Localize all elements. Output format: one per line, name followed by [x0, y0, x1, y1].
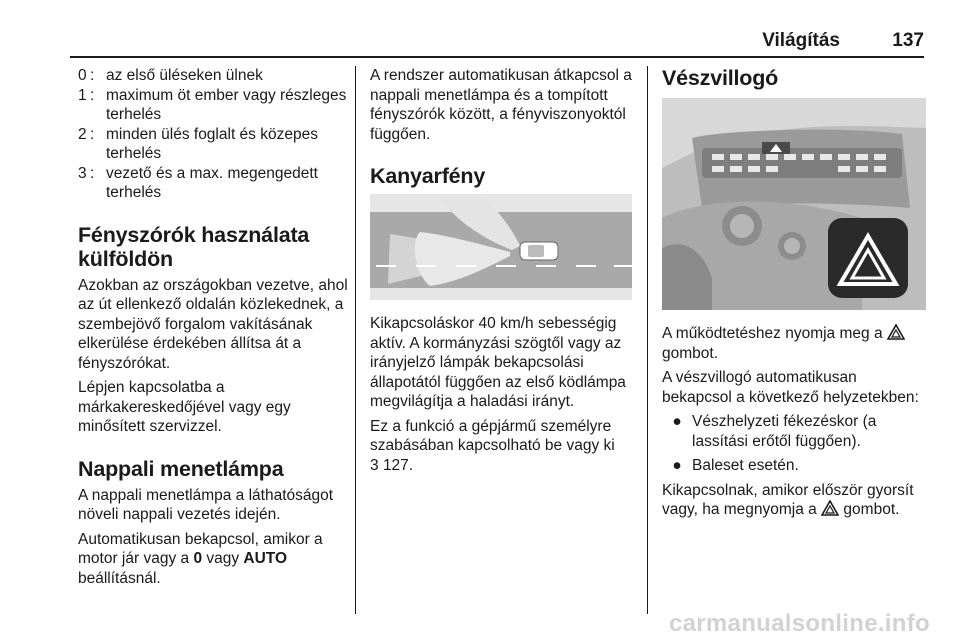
- bullet-dot: ●: [672, 413, 682, 430]
- list-colon: :: [90, 125, 95, 143]
- list-item: [78, 125, 350, 164]
- hazard-switch-illustration: [662, 98, 926, 310]
- list-item: [662, 412, 928, 451]
- list-item: [662, 456, 928, 476]
- heading-cornering-light: Kanyarfény: [370, 164, 486, 188]
- text-run: beállításnál.: [78, 569, 161, 587]
- setting-auto: AUTO: [243, 550, 288, 567]
- column-3: [662, 66, 928, 525]
- heading-hazard-lights: Vészvillogó: [662, 66, 779, 90]
- list-item: [78, 164, 350, 203]
- watermark: carmanualsonline.info: [668, 610, 930, 637]
- cornering-light-illustration: [370, 194, 632, 300]
- text-run: A működtetéshez nyomja meg a: [662, 325, 883, 342]
- page-ref-arrow-icon: 3: [370, 456, 379, 474]
- bullet-dot: ●: [672, 457, 682, 474]
- column-divider-1: [355, 66, 356, 614]
- list-colon: :: [90, 67, 95, 84]
- heading-daytime-lights: Nappali menetlámpa: [78, 456, 284, 481]
- paragraph: [662, 324, 928, 363]
- heading-headlights-abroad: Fényszórók használata külföldön: [78, 222, 310, 271]
- column-2: [370, 66, 634, 480]
- text-run: Automatikusan bekapcsol, amikor a motor jár vagy a: [78, 530, 323, 567]
- list-text: vezető és a max. megengedett terhelés: [106, 164, 318, 201]
- paragraph: [78, 530, 350, 589]
- list-text: maximum öt ember vagy részleges terhelés: [106, 86, 347, 123]
- text-run: Ez a funkció a gépjármű személyre szabásában kapcsolható be vagy ki: [370, 417, 615, 454]
- paragraph: Azokban az országokban vezetve, ahol az út ellenkező oldalán közlekednek, a szembejövő forgalom vakításának elkerülése érdekében állítsa át a fényszórókat.: [78, 276, 348, 372]
- list-colon: :: [90, 86, 95, 104]
- paragraph: Kikapcsoláskor 40 km/h sebességig aktív. A kormányzási szögtől vagy az irányjelző lámpák bekapcsolási állapotától függően az első ködlámpa megvilágítja a haladási irányt.: [370, 315, 626, 410]
- load-list: [78, 66, 350, 203]
- list-item: [78, 66, 350, 86]
- paragraph: Lépjen kapcsolatba a márkakereskedőjével vagy egy minősített szervizzel.: [78, 379, 291, 435]
- section-title: Világítás: [762, 30, 840, 51]
- list-colon: :: [90, 164, 95, 182]
- page-ref-link[interactable]: 127.: [382, 456, 414, 474]
- paragraph: [370, 417, 634, 476]
- page-header: [0, 26, 960, 54]
- list-item: [78, 86, 350, 125]
- paragraph: [662, 481, 928, 520]
- list-text: az első üléseken ülnek: [106, 67, 263, 84]
- text-run: gombot.: [662, 344, 719, 362]
- column-divider-2: [647, 66, 648, 614]
- column-1: [78, 66, 350, 593]
- list-number: 2: [78, 125, 87, 143]
- list-text: minden ülés foglalt és közepes terhelés: [106, 125, 318, 162]
- text-run: gombot.: [843, 501, 900, 518]
- header-rule: [70, 56, 924, 58]
- text-run: Kikapcsolnak, amikor először gyorsít vagy, ha megnyomja a: [662, 481, 914, 518]
- list-number: 1: [78, 86, 87, 104]
- list-number: 0: [78, 67, 87, 84]
- paragraph: A vészvillogó automatikusan bekapcsol a következő helyzetekben:: [662, 369, 919, 406]
- setting-zero: 0: [193, 550, 203, 567]
- list-number: 3: [78, 164, 87, 182]
- paragraph: A nappali menetlámpa a láthatóságot növeli nappali vezetés idején.: [78, 486, 334, 523]
- paragraph: A rendszer automatikusan átkapcsol a nappali menetlámpa és a tompított fényszórók között, a fényviszonyoktól függően.: [370, 67, 632, 143]
- bullet-text: Vészhelyzeti fékezéskor (a lassítási erőtől függően).: [692, 413, 877, 450]
- text-run: vagy: [202, 550, 244, 567]
- page-number: 137: [892, 30, 924, 51]
- bullet-text: Baleset esetén.: [692, 457, 799, 474]
- hazard-warning-icon: [821, 500, 839, 516]
- hazard-warning-icon: [887, 324, 905, 340]
